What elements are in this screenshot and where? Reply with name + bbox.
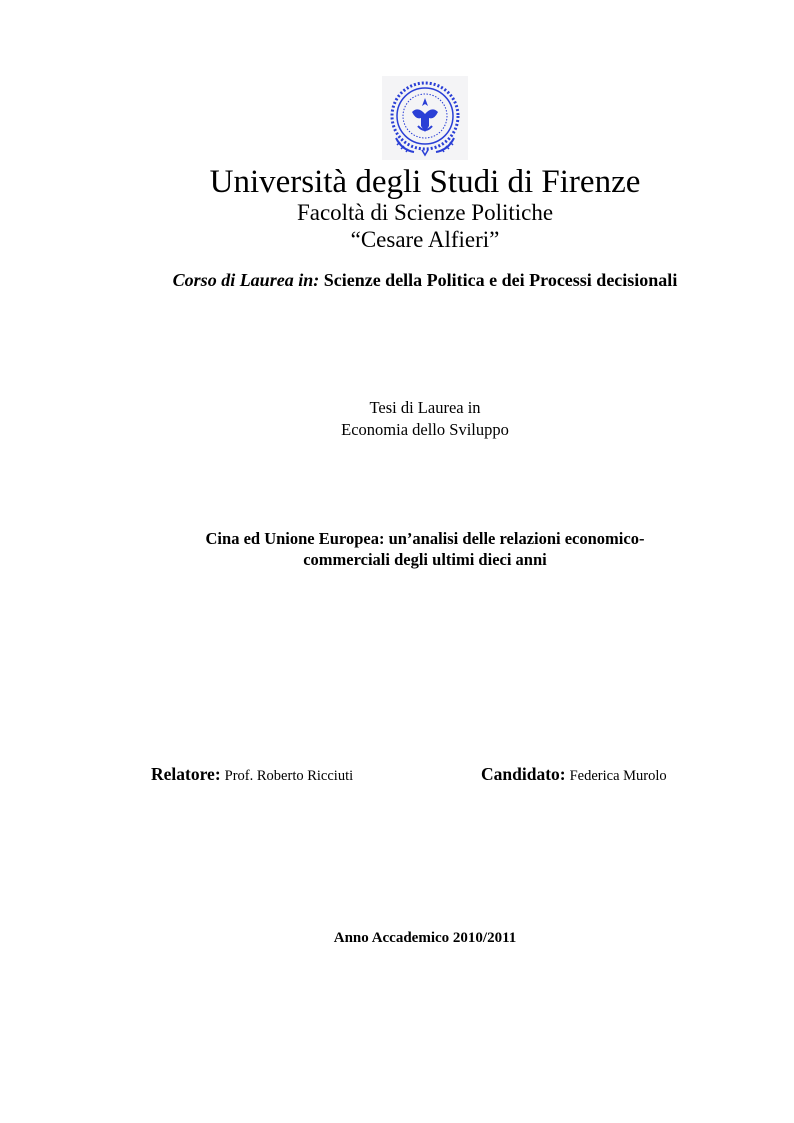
faculty-subtitle: “Cesare Alfieri” <box>350 227 500 252</box>
candidato-name: Federica Murolo <box>569 768 667 784</box>
university-seal-icon <box>382 76 468 160</box>
relatore-line <box>151 763 353 787</box>
course-label: Corso di Laurea in: <box>172 270 320 290</box>
thesis-title-line-2: commerciali degli ultimi dieci anni <box>303 550 547 569</box>
thesis-title-line-1: Cina ed Unione Europea: un’analisi delle relazioni economico- <box>205 529 645 548</box>
course-line <box>0 268 794 292</box>
relatore-label: Relatore: <box>151 764 221 784</box>
course-name: Scienze della Politica e dei Processi decisionali <box>323 270 678 290</box>
faculty-name: Facoltà di Scienze Politiche <box>296 200 554 225</box>
thesis-type: Tesi di Laurea in <box>369 398 481 417</box>
relatore-name: Prof. Roberto Ricciuti <box>224 768 354 784</box>
university-name: Università degli Studi di Firenze <box>209 164 641 200</box>
candidato-label: Candidato: <box>481 764 566 784</box>
academic-year: Anno Accademico 2010/2011 <box>333 930 517 946</box>
thesis-subject: Economia dello Sviluppo <box>341 420 509 439</box>
candidato-line <box>481 763 667 787</box>
